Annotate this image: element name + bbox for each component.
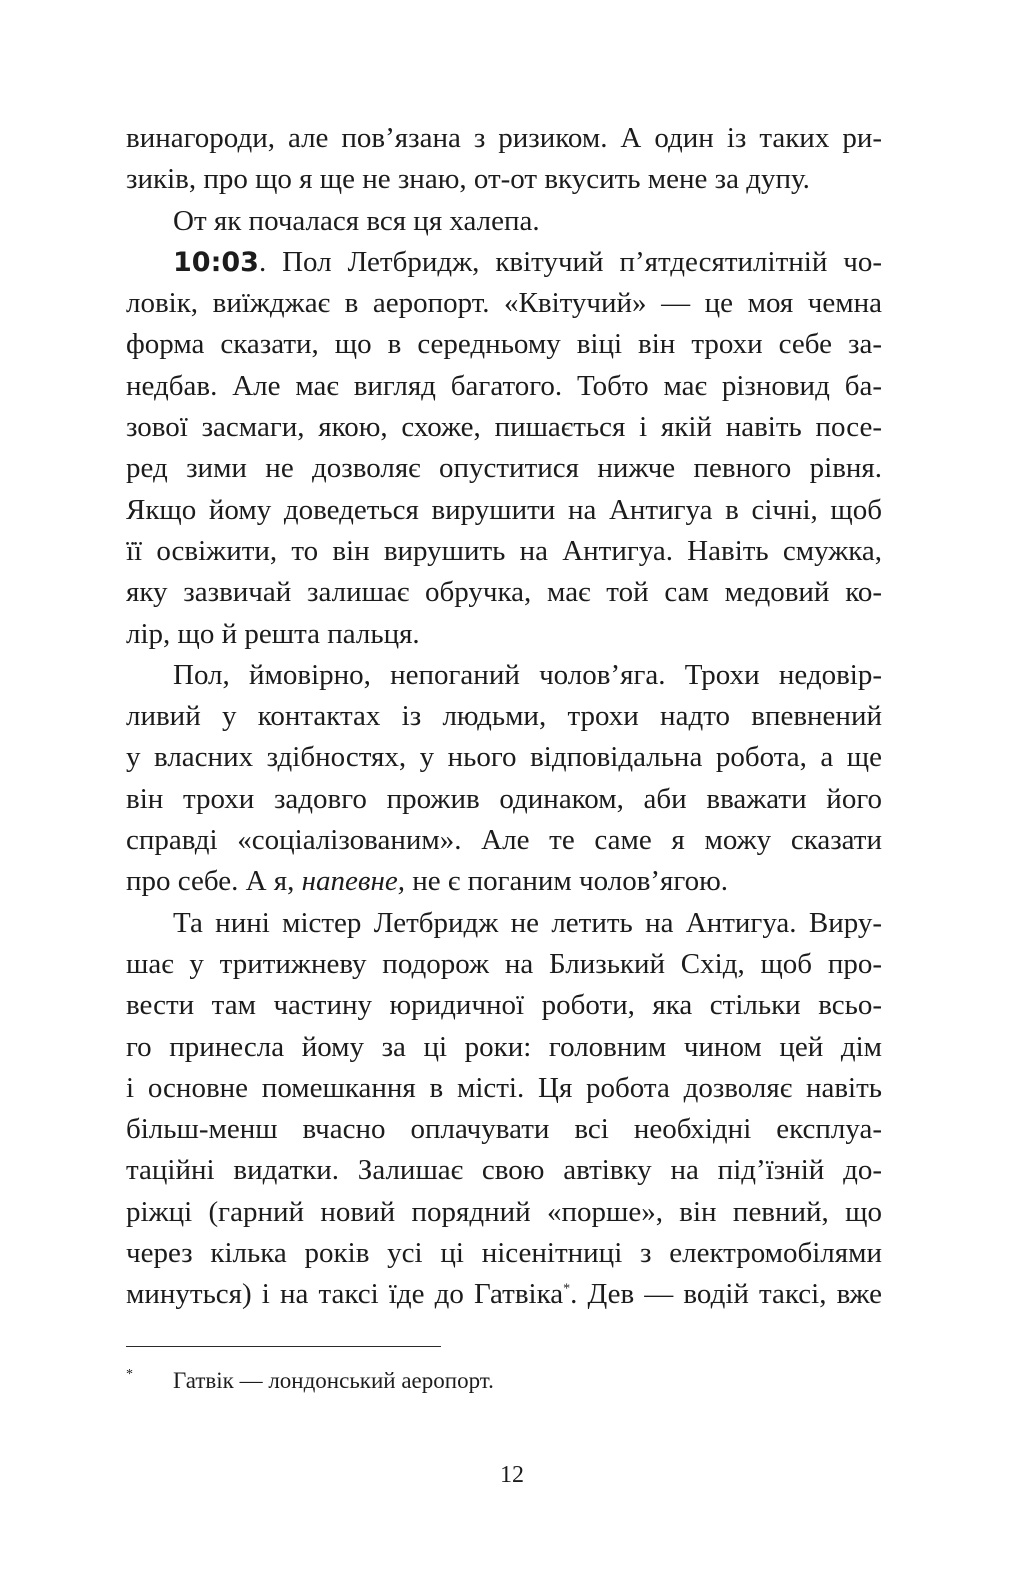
text-line: її освіжити, то він вирушить на Антигуа. Навіть смужка, [126, 534, 882, 567]
text-line: вести там частину юридичної роботи, яка стільки всьо- [126, 989, 882, 1022]
text-fragment: про себе. А я, [126, 865, 302, 898]
text-line [126, 861, 882, 902]
text-line: справді «соціалізованим». Але те саме я можу сказати [126, 824, 882, 857]
text-line: Та нині містер Летбридж не летить на Антигуа. Виру- [173, 906, 882, 939]
text-line [126, 242, 882, 283]
text-line: і основне помешкання в місті. Ця робота дозволяє навіть [126, 1071, 882, 1104]
text-line: більш-менш вчасно оплачувати всі необхідні експлуа- [126, 1113, 882, 1146]
text-line: ловік, виїжджає в аеропорт. «Квітучий» — це моя чемна [126, 287, 882, 320]
footnote-reference: * [563, 1281, 571, 1297]
text-line: От як почалася вся ця халепа. [173, 204, 540, 237]
text-fragment: минуться) і на таксі їде до Гатвіка [126, 1278, 564, 1311]
footnote-mark: * [126, 1367, 133, 1382]
time-stamp: 10:03 [173, 246, 259, 278]
text-line: він трохи задовго прожив одинаком, аби вважати його [126, 782, 882, 815]
text-line: через кілька років усі ці нісенітниці з електромобілями [126, 1237, 882, 1270]
text-line: недбав. Але має вигляд багатого. Тобто має різновид ба- [126, 369, 882, 402]
page-number: 12 [500, 1462, 524, 1488]
text-line: таційні видатки. Залишає свою автівку на під’їзній до- [126, 1154, 882, 1187]
text-fragment: . Пол Летбридж, квітучий п’ятдесятилітній чо- [258, 245, 882, 278]
text-line: лір, що й решта пальця. [126, 617, 420, 650]
text-line: у власних здібностях, у нього відповідальна робота, а ще [126, 741, 882, 774]
text-fragment: не є поганим чолов’ягою. [405, 865, 728, 898]
text-line: зової засмаги, якою, схоже, пишається і якій навіть посе- [126, 411, 882, 444]
text-line: винагороди, але пов’язана з ризиком. А один із таких ри- [126, 122, 882, 154]
text-line: ливий у контактах із людьми, трохи надто впевнений [126, 700, 882, 733]
text-line [126, 1274, 882, 1315]
text-line: зиків, про що я ще не знаю, от-от вкусить мене за дупу. [126, 163, 810, 196]
text-line: форма сказати, що в середньому віці він трохи себе за- [126, 328, 882, 361]
italic-word: напевне, [301, 865, 406, 898]
text-line: ред зими не дозволяє опуститися нижче певного рівня. [126, 452, 882, 485]
text-line: шає у тритижневу подорож на Близький Схід, щоб про- [126, 947, 882, 980]
text-line: го принесла йому за ці роки: головним чином цей дім [126, 1030, 882, 1063]
footnote-text: Гатвік — лондонський аеропорт. [173, 1368, 494, 1393]
text-line: Пол, ймовірно, непоганий чолов’яга. Трохи недовір- [173, 658, 882, 691]
footnote-divider [126, 1346, 441, 1347]
text-line: Якщо йому доведеться вирушити на Антигуа в січні, щоб [126, 493, 882, 526]
text-fragment: . Дев — водій таксі, вже [570, 1278, 882, 1311]
text-line: яку зазвичай залишає обручка, має той сам медовий ко- [126, 576, 882, 609]
book-page-body [126, 118, 882, 1316]
text-line: ріжці (гарний новий порядний «порше», він певний, що [126, 1195, 882, 1228]
